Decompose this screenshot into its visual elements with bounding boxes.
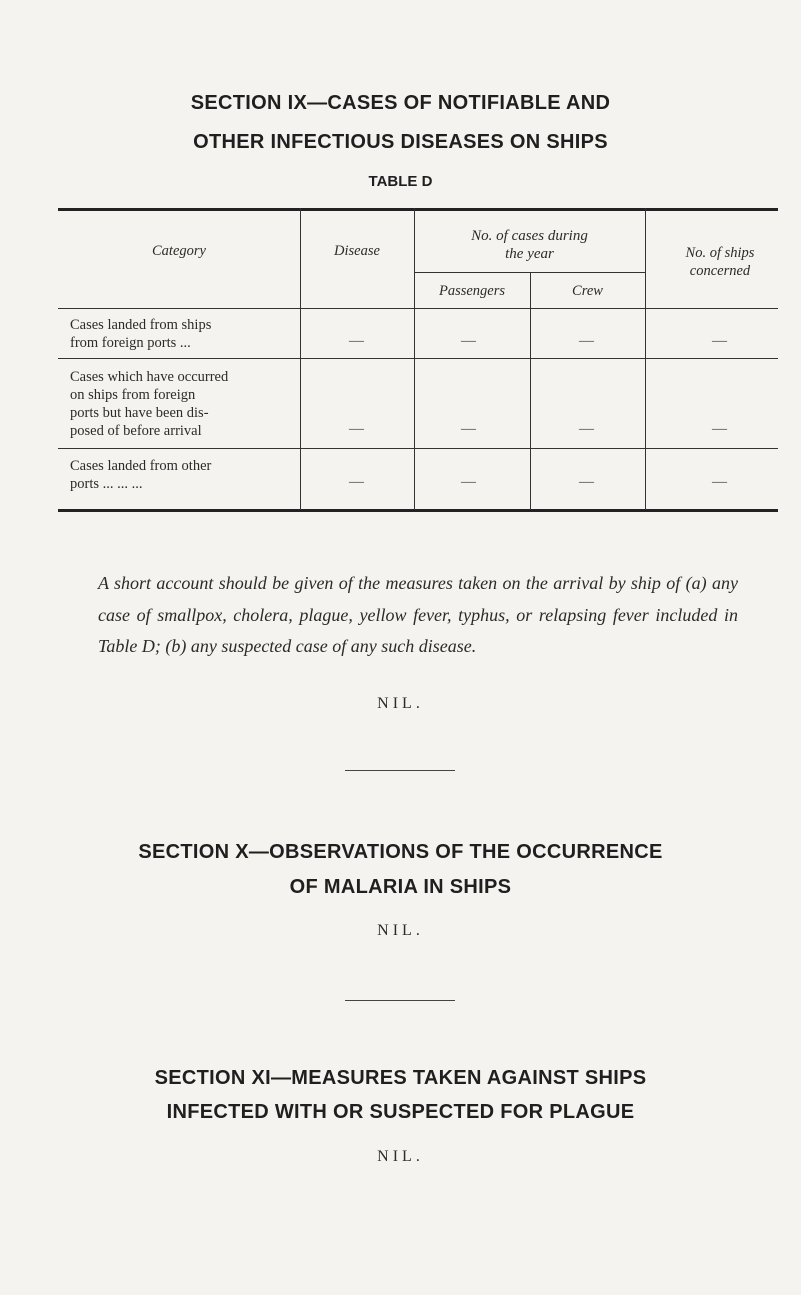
- row-2-category-line3: ports but have been dis-: [70, 405, 209, 421]
- separator-1: [345, 770, 455, 771]
- section-ix-heading-line2: OTHER INFECTIOUS DISEASES ON SHIPS: [193, 131, 608, 153]
- header-cases-line2: the year: [505, 246, 554, 262]
- row-2-bottom-rule: [58, 448, 778, 449]
- header-ships-line1: No. of ships: [685, 245, 755, 261]
- row-1-category-line1: Cases landed from ships: [70, 317, 212, 333]
- nil-text-3: NIL.: [377, 1148, 424, 1165]
- row-1-disease: —: [349, 333, 364, 349]
- row-1-crew: —: [579, 333, 594, 349]
- row-3-crew: —: [579, 474, 594, 490]
- section-ix-heading-line1: SECTION IX—CASES OF NOTIFIABLE AND: [190, 92, 611, 114]
- section-x-heading-line2: OF MALARIA IN SHIPS: [289, 876, 512, 898]
- section-xi-heading-line2: INFECTED WITH OR SUSPECTED FOR PLAGUE: [166, 1101, 635, 1123]
- row-2-category-line1: Cases which have occurred: [70, 369, 229, 385]
- row-3-ships: —: [712, 474, 727, 490]
- row-2-crew: —: [579, 421, 594, 437]
- row-2-category-line2: on ships from foreign: [70, 387, 196, 403]
- table-bottom-rule: [58, 509, 778, 512]
- row-3-passengers: —: [461, 474, 476, 490]
- row-1-category-line2: from foreign ports ...: [70, 335, 191, 351]
- section-xi-heading-line1: SECTION XI—MEASURES TAKEN AGAINST SHIPS: [154, 1067, 647, 1089]
- header-crew: Crew: [572, 283, 603, 299]
- header-bottom-rule: [58, 308, 778, 309]
- row-2-disease: —: [349, 421, 364, 437]
- row-3-disease: —: [349, 474, 364, 490]
- row-3-category-line1: Cases landed from other: [70, 458, 212, 474]
- row-2-passengers: —: [461, 421, 476, 437]
- row-2-category-line4: posed of before arrival: [70, 423, 202, 439]
- row-2-ships: —: [712, 421, 727, 437]
- table-top-rule: [58, 208, 778, 211]
- column-divider-3: [530, 272, 531, 510]
- nil-text-1: NIL.: [377, 695, 424, 712]
- nil-text-2: NIL.: [377, 922, 424, 939]
- row-3-category-line2: ports ... ... ...: [70, 476, 143, 492]
- header-disease: Disease: [334, 243, 380, 259]
- measures-note: A short account should be given of the measures taken on the arrival by ship of (a) any case of smallpox, cholera, plague, yellow fever, typhus, or relapsing fever included in Table D; (b) any suspected case of any such disease.: [98, 573, 738, 656]
- header-passengers: Passengers: [438, 283, 506, 299]
- header-category: Category: [152, 243, 206, 259]
- section-x-heading-line1: SECTION X—OBSERVATIONS OF THE OCCURRENCE: [138, 841, 663, 863]
- header-cases-line1: No. of cases during: [471, 228, 588, 244]
- row-1-passengers: —: [461, 333, 476, 349]
- header-ships-line2: concerned: [689, 263, 751, 279]
- table-title: TABLE D: [368, 173, 433, 190]
- row-1-bottom-rule: [58, 358, 778, 359]
- row-1-ships: —: [712, 333, 727, 349]
- separator-2: [345, 1000, 455, 1001]
